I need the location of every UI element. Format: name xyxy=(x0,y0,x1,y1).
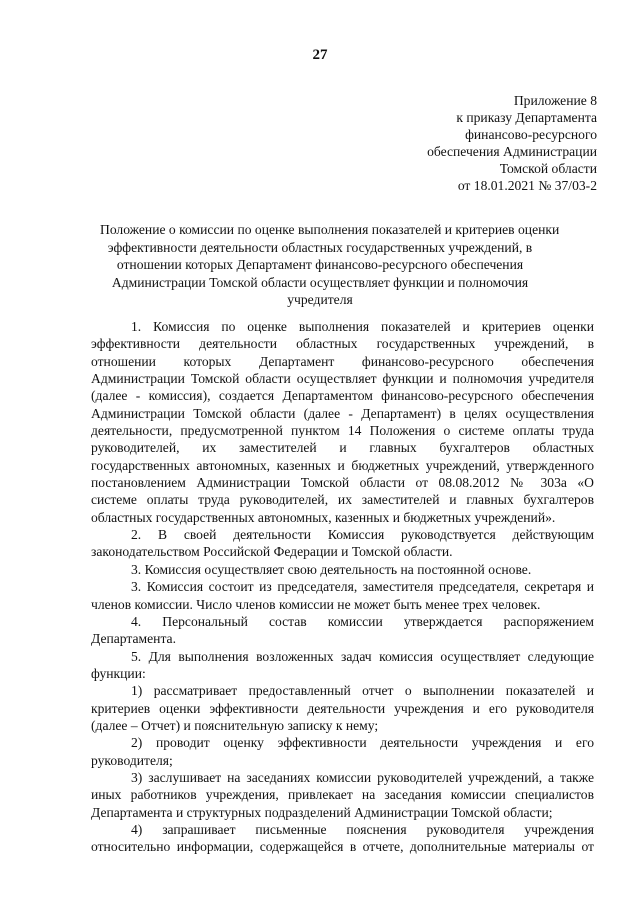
appendix-line: Томской области xyxy=(499,161,597,176)
body-line: Департамента и структурных подразделений Администрации Томской области; xyxy=(91,804,553,820)
body-line: постановлением Администрации Томской области от 08.08.2012 № 303а «О xyxy=(91,475,594,491)
body-line: (далее - комиссия), создается Департаментом финансово-ресурсного обеспечения xyxy=(91,388,594,404)
appendix-line: обеспечения Администрации xyxy=(427,144,597,159)
body-line: 1. Комиссия по оценке выполнения показателей и критериев оценки xyxy=(131,319,594,334)
document-title xyxy=(100,221,560,309)
body-line: 3) заслушивает на заседаниях комиссии руководителей учреждений, а также xyxy=(131,769,594,785)
body-line: членов комиссии. Число членов комиссии не может быть менее трех человек. xyxy=(91,596,541,612)
title-line: эффективности деятельности областных государственных учреждений, в xyxy=(107,239,533,255)
document-body xyxy=(91,318,594,856)
body-line: относительно информации, содержащейся в отчете, дополнительные материалы от xyxy=(91,839,594,855)
body-line: функции: xyxy=(91,665,146,681)
body-line: системе оплаты труда руководителей, их заместителей и главных бухгалтеров xyxy=(91,492,594,508)
appendix-line: финансово-ресурсного xyxy=(465,127,597,142)
title-line: Администрации Томской области осуществляет функции и полномочия xyxy=(111,274,529,290)
appendix-line: к приказу Департамента xyxy=(456,110,597,125)
title-line: учредителя xyxy=(287,292,353,307)
body-line: 3. Комиссия осуществляет свою деятельность на постоянной основе. xyxy=(131,561,532,577)
title-line: отношении которых Департамент финансово-ресурсного обеспечения xyxy=(116,257,524,272)
body-line: законодательством Российской Федерации и Томской области. xyxy=(91,544,453,560)
body-line: государственных автономных, казенных и бюджетных учреждений, утвержденного xyxy=(91,457,594,473)
title-line: Положение о комиссии по оценке выполнения показателей и критериев оценки xyxy=(100,222,560,237)
body-line: руководителей, их заместителей и главных бухгалтеров областных xyxy=(91,440,594,456)
body-line: 3. Комиссия состоит из председателя, заместителя председателя, секретаря и xyxy=(131,579,594,595)
body-line: 4) запрашивает письменные пояснения руководителя учреждения xyxy=(131,821,594,837)
page-number: 27 xyxy=(312,47,328,63)
body-line: Департамента. xyxy=(91,631,176,647)
body-line: 4. Персональный состав комиссии утверждается распоряжением xyxy=(131,613,594,629)
appendix-line: Приложение 8 xyxy=(513,93,597,108)
appendix-line: от 18.01.2021 № 37/03-2 xyxy=(457,178,597,193)
body-line: 2. В своей деятельности Комиссия руководствуется действующим xyxy=(131,527,594,543)
body-line: 2) проводит оценку эффективности деятельности учреждения и его xyxy=(131,735,594,751)
appendix-block xyxy=(427,92,597,194)
body-line: областных государственных автономных, казенных и бюджетных учреждений». xyxy=(91,509,556,525)
body-line: руководителя; xyxy=(91,752,173,768)
body-line: Администрации Томской области (далее - Департамент) в целях осуществления xyxy=(91,405,594,421)
body-line: 1) рассматривает предоставленный отчет о выполнении показателей и xyxy=(131,683,594,699)
body-line: критериев оценки эффективности деятельности учреждения и его руководителя xyxy=(91,700,594,716)
body-line: 5. Для выполнения возложенных задач комиссия осуществляет следующие xyxy=(131,648,594,664)
body-line: иных работников учреждения, привлекает на заседания комиссии специалистов xyxy=(91,787,594,803)
body-line: деятельности, предусмотренной пунктом 14 Положения о системе оплаты труда xyxy=(91,423,594,439)
body-line: (далее – Отчет) и пояснительную записку к нему; xyxy=(91,717,379,733)
body-line: Администрации Томской области осуществляет функции и полномочия учредителя xyxy=(91,371,594,387)
body-line: отношении которых Департамент финансово-ресурсного обеспечения xyxy=(91,353,594,369)
body-line: эффективности деятельности областных государственных учреждений, в xyxy=(91,336,594,352)
